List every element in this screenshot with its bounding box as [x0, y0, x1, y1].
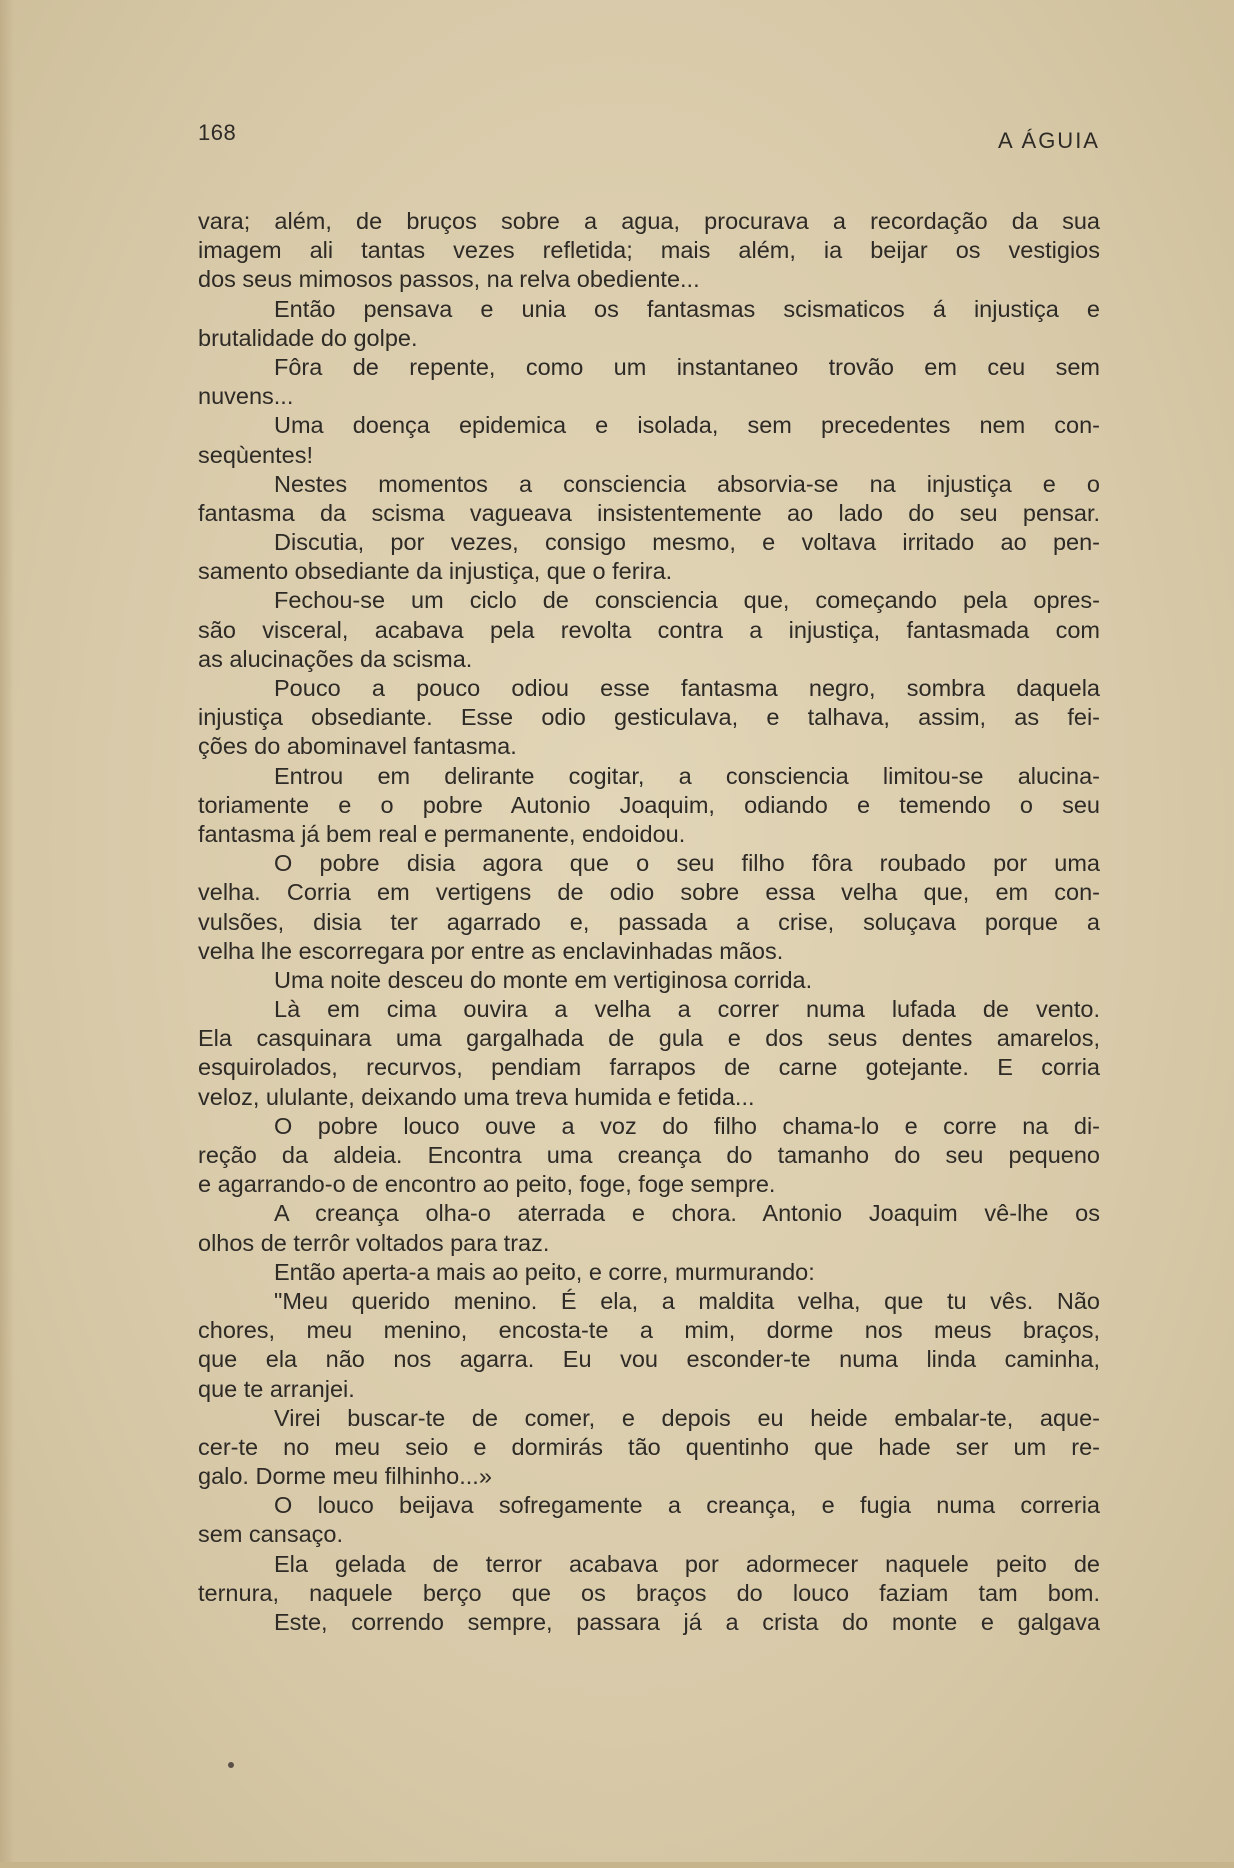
- text-line: velha lhe escorregara por entre as enclavinhadas mãos.: [198, 937, 784, 964]
- text-line: olhos de terrôr voltados para traz.: [198, 1229, 550, 1256]
- text-line: Là em cima ouvira a velha a correr numa lufada de vento.: [274, 996, 1100, 1023]
- text-line: chores, meu menino, encosta-te a mim, dorme nos meus braços,: [198, 1317, 1100, 1344]
- text-line: Discutia, por vezes, consigo mesmo, e voltava irritado ao pen-: [274, 529, 1100, 556]
- body-text: [198, 207, 1100, 1637]
- running-title: A ÁGUIA: [997, 128, 1100, 153]
- text-line: ternura, naquele berço que os braços do louco faziam tam bom.: [198, 1579, 1100, 1606]
- text-line: Este, correndo sempre, passara já a crista do monte e galgava: [274, 1609, 1100, 1635]
- text-line: são visceral, acabava pela revolta contra a injustiça, fantasmada com: [198, 616, 1100, 643]
- text-line: galo. Dorme meu filhinho...»: [198, 1463, 492, 1490]
- text-line: Nestes momentos a consciencia absorvia-se na injustiça e o: [274, 470, 1100, 497]
- text-line: samento obsediante da injustiça, que o ferira.: [198, 558, 673, 585]
- text-line: Fôra de repente, como um instantaneo trovão em ceu sem: [274, 353, 1100, 380]
- text-line: Fechou-se um ciclo de consciencia que, começando pela opres-: [274, 587, 1100, 614]
- text-line: Pouco a pouco odiou esse fantasma negro, sombra daquela: [274, 675, 1100, 701]
- text-line: vara; além, de bruços sobre a agua, procurava a recordação da sua: [198, 208, 1100, 234]
- text-line: dos seus mimosos passos, na relva obediente...: [198, 266, 700, 293]
- text-line: que te arranjei.: [198, 1375, 355, 1402]
- text-line: ções do abominavel fantasma.: [198, 733, 517, 760]
- text-line: Entrou em delirante cogitar, a consciencia limitou-se alucina-: [274, 762, 1100, 789]
- text-line: que ela não nos agarra. Eu vou esconder-te numa linda caminha,: [198, 1346, 1100, 1373]
- text-line: Então pensava e unia os fantasmas scismaticos á injustiça e: [274, 295, 1100, 322]
- text-line: toriamente e o pobre Autonio Joaquim, odiando e temendo o seu: [198, 791, 1100, 818]
- text-line: veloz, ululante, deixando uma treva humida e fetida...: [198, 1083, 755, 1110]
- text-line: brutalidade do golpe.: [198, 324, 418, 351]
- text-line: as alucinações da scisma.: [198, 645, 473, 672]
- text-line: imagem ali tantas vezes refletida; mais além, ia beijar os vestigios: [198, 237, 1100, 264]
- text-line: Uma doença epidemica e isolada, sem precedentes nem con-: [274, 412, 1100, 439]
- text-line: Então aperta-a mais ao peito, e corre, murmurando:: [274, 1258, 815, 1285]
- text-line: "Meu querido menino. É ela, a maldita velha, que tu vês. Não: [274, 1287, 1100, 1314]
- text-line: O pobre disia agora que o seu filho fôra roubado por uma: [274, 850, 1100, 877]
- text-line: sem cansaço.: [198, 1521, 343, 1548]
- ink-spot: [228, 1762, 234, 1768]
- text-line: Ela casquinara uma gargalhada de gula e dos seus dentes amarelos,: [198, 1025, 1100, 1052]
- text-line: velha. Corria em vertigens de odio sobre essa velha que, em con-: [198, 879, 1100, 906]
- text-line: O louco beijava sofregamente a creança, e fugia numa correria: [274, 1492, 1100, 1519]
- text-line: fantasma já bem real e permanente, endoidou.: [198, 820, 686, 847]
- page-header: [198, 120, 1100, 153]
- text-line: seqùentes!: [198, 441, 313, 468]
- text-line: nuvens...: [198, 383, 294, 410]
- text-line: cer-te no meu seio e dormirás tão quentinho que hade ser um re-: [198, 1433, 1100, 1460]
- text-line: esquirolados, recurvos, pendiam farrapos de carne gotejante. E corria: [198, 1054, 1100, 1081]
- text-line: fantasma da scisma vagueava insistentemente ao lado do seu pensar.: [198, 499, 1100, 526]
- text-line: vulsões, disia ter agarrado e, passada a crise, soluçava porque a: [198, 908, 1100, 935]
- text-line: e agarrando-o de encontro ao peito, foge, foge sempre.: [198, 1171, 776, 1198]
- text-line: Uma noite desceu do monte em vertiginosa corrida.: [274, 966, 813, 993]
- text-line: O pobre louco ouve a voz do filho chama-lo e corre na di-: [274, 1112, 1100, 1139]
- text-line: A creança olha-o aterrada e chora. Antonio Joaquim vê-lhe os: [274, 1200, 1100, 1227]
- text-line: reção da aldeia. Encontra uma creança do tamanho do seu pequeno: [198, 1142, 1100, 1168]
- text-line: Ela gelada de terror acabava por adormecer naquele peito de: [274, 1550, 1100, 1577]
- text-line: injustiça obsediante. Esse odio gesticulava, e talhava, assim, as fei-: [198, 704, 1100, 731]
- page-number: 168: [198, 120, 237, 145]
- text-line: Virei buscar-te de comer, e depois eu heide embalar-te, aque-: [274, 1404, 1100, 1431]
